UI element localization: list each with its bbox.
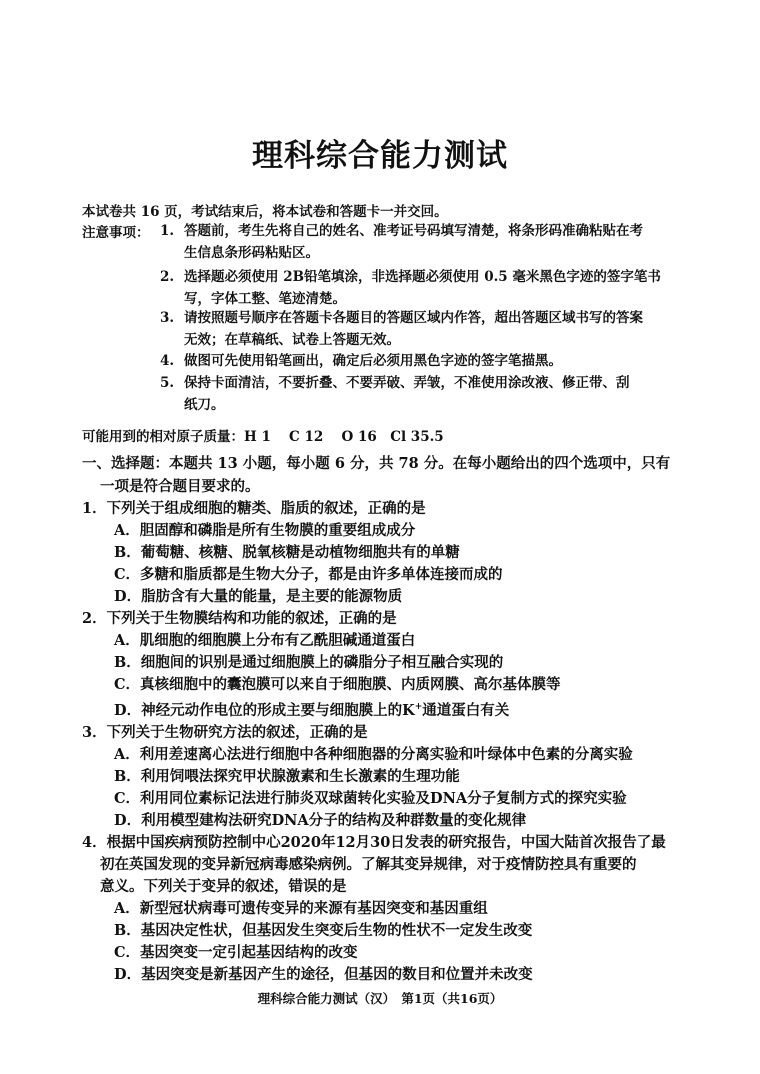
section-heading-line: 一、选择题：本题共 13 小题，每小题 6 分，共 78 分。在每小题给出的四个选项中，只有 — [82, 455, 671, 472]
question-option: A．利用差速离心法进行细胞中各种细胞器的分离实验和叶绿体中色素的分离实验 — [114, 745, 633, 763]
question-list — [82, 498, 702, 986]
question-3 — [82, 722, 702, 832]
ion-charge: + — [414, 702, 423, 712]
question-stem: 4．根据中国疾病预防控制中心2020年12月30日发表的研究报告，中国大陆首次报告了最 — [82, 833, 666, 851]
notice-item-line: 答题前，考生先将自己的姓名、准考证号码填写清楚，将条形码准确粘贴在考 — [184, 223, 643, 239]
question-option: B．葡萄糖、核糖、脱氧核糖是动植物细胞共有的单糖 — [114, 544, 460, 561]
question-stem: 3．下列关于生物研究方法的叙述，正确的是 — [82, 723, 368, 741]
question-stem: 2．下列关于生物膜结构和功能的叙述，正确的是 — [82, 610, 397, 627]
question-option: C．基因突变一定引起基因结构的改变 — [114, 943, 358, 961]
question-stem: 意义。下列关于变异的叙述，错误的是 — [100, 877, 347, 895]
question-stem: 1．下列关于组成细胞的糖类、脂质的叙述，正确的是 — [82, 500, 426, 517]
notice-item-line: 写，字体工整、笔迹清楚。 — [184, 291, 346, 307]
question-1 — [82, 498, 702, 608]
question-2 — [82, 608, 702, 722]
question-option: A．肌细胞的细胞膜上分布有乙酰胆碱通道蛋白 — [114, 632, 416, 649]
page-footer: 理科综合能力测试（汉） 第1页（共16页） — [257, 991, 503, 1006]
question-option: B．利用饲喂法探究甲状腺激素和生长激素的生理功能 — [114, 767, 460, 785]
notice-item-line: 纸刀。 — [184, 397, 225, 413]
question-option: A．胆固醇和磷脂是所有生物膜的重要组成成分 — [114, 522, 416, 539]
notice-item-line: 请按照题号顺序在答题卡各题目的答题区域内作答，超出答题区域书写的答案 — [184, 310, 643, 326]
notice-item-number: 5. — [160, 375, 175, 391]
question-option: B．基因决定性状，但基因发生突变后生物的性状不一定发生改变 — [114, 921, 533, 939]
question-option: B．细胞间的识别是通过细胞膜上的磷脂分子相互融合实现的 — [114, 654, 504, 671]
notice-item-number: 3. — [160, 310, 175, 326]
question-option: D．基因突变是新基因产生的途径，但基因的数目和位置并未改变 — [114, 965, 533, 983]
question-4 — [82, 832, 702, 986]
page-title: 理科综合能力测试 — [252, 138, 508, 174]
notice-item-number: 2. — [160, 269, 175, 285]
question-option: D．利用模型建构法研究DNA分子的结构及种群数量的变化规律 — [114, 811, 527, 829]
notice-item-number: 4. — [160, 353, 175, 369]
option-text: D．神经元动作电位的形成主要与细胞膜上的K — [114, 701, 415, 719]
atomic-mass-line: 可能用到的相对原子质量：H 1 C 12 O 16 Cl 35.5 — [82, 429, 444, 445]
section-heading-line: 一项是符合题目要求的。 — [100, 478, 260, 495]
section-heading — [82, 452, 702, 498]
notice-item-line: 做图可先使用铅笔画出，确定后必须用黑色字迹的签字笔描黑。 — [184, 353, 562, 369]
notice-item-line: 保持卡面清洁，不要折叠、不要弄破、弄皱，不准使用涂改液、修正带、刮 — [184, 375, 630, 391]
question-option: C．多糖和脂质都是生物大分子，都是由许多单体连接而成的 — [114, 566, 503, 583]
notice-item-number: 1. — [160, 223, 175, 239]
question-option: C．利用同位素标记法进行肺炎双球菌转化实验及DNA分子复制方式的探究实验 — [114, 789, 627, 807]
intro-text: 本试卷共 16 页，考试结束后，将本试卷和答题卡一并交回。 — [82, 204, 448, 220]
notice-item-line: 无效；在草稿纸、试卷上答题无效。 — [184, 332, 400, 348]
notice-label: 注意事项： — [82, 225, 150, 241]
notice-item-line: 选择题必须使用 2B铅笔填涂，非选择题必须使用 0.5 毫米黑色字迹的签字笔书 — [184, 269, 661, 285]
question-stem: 初在英国发现的变异新冠病毒感染病例。了解其变异规律，对于疫情防控具有重要的 — [100, 855, 637, 873]
question-option — [82, 696, 702, 722]
option-text: 通道蛋白有关 — [422, 701, 510, 719]
question-option: D．脂肪含有大量的能量，是主要的能源物质 — [114, 588, 403, 605]
question-option: C．真核细胞中的囊泡膜可以来自于细胞膜、内质网膜、高尔基体膜等 — [114, 676, 561, 693]
question-option: A．新型冠状病毒可遗传变异的来源有基因突变和基因重组 — [114, 899, 488, 917]
notice-item-line: 生信息条形码粘贴区。 — [184, 245, 319, 261]
